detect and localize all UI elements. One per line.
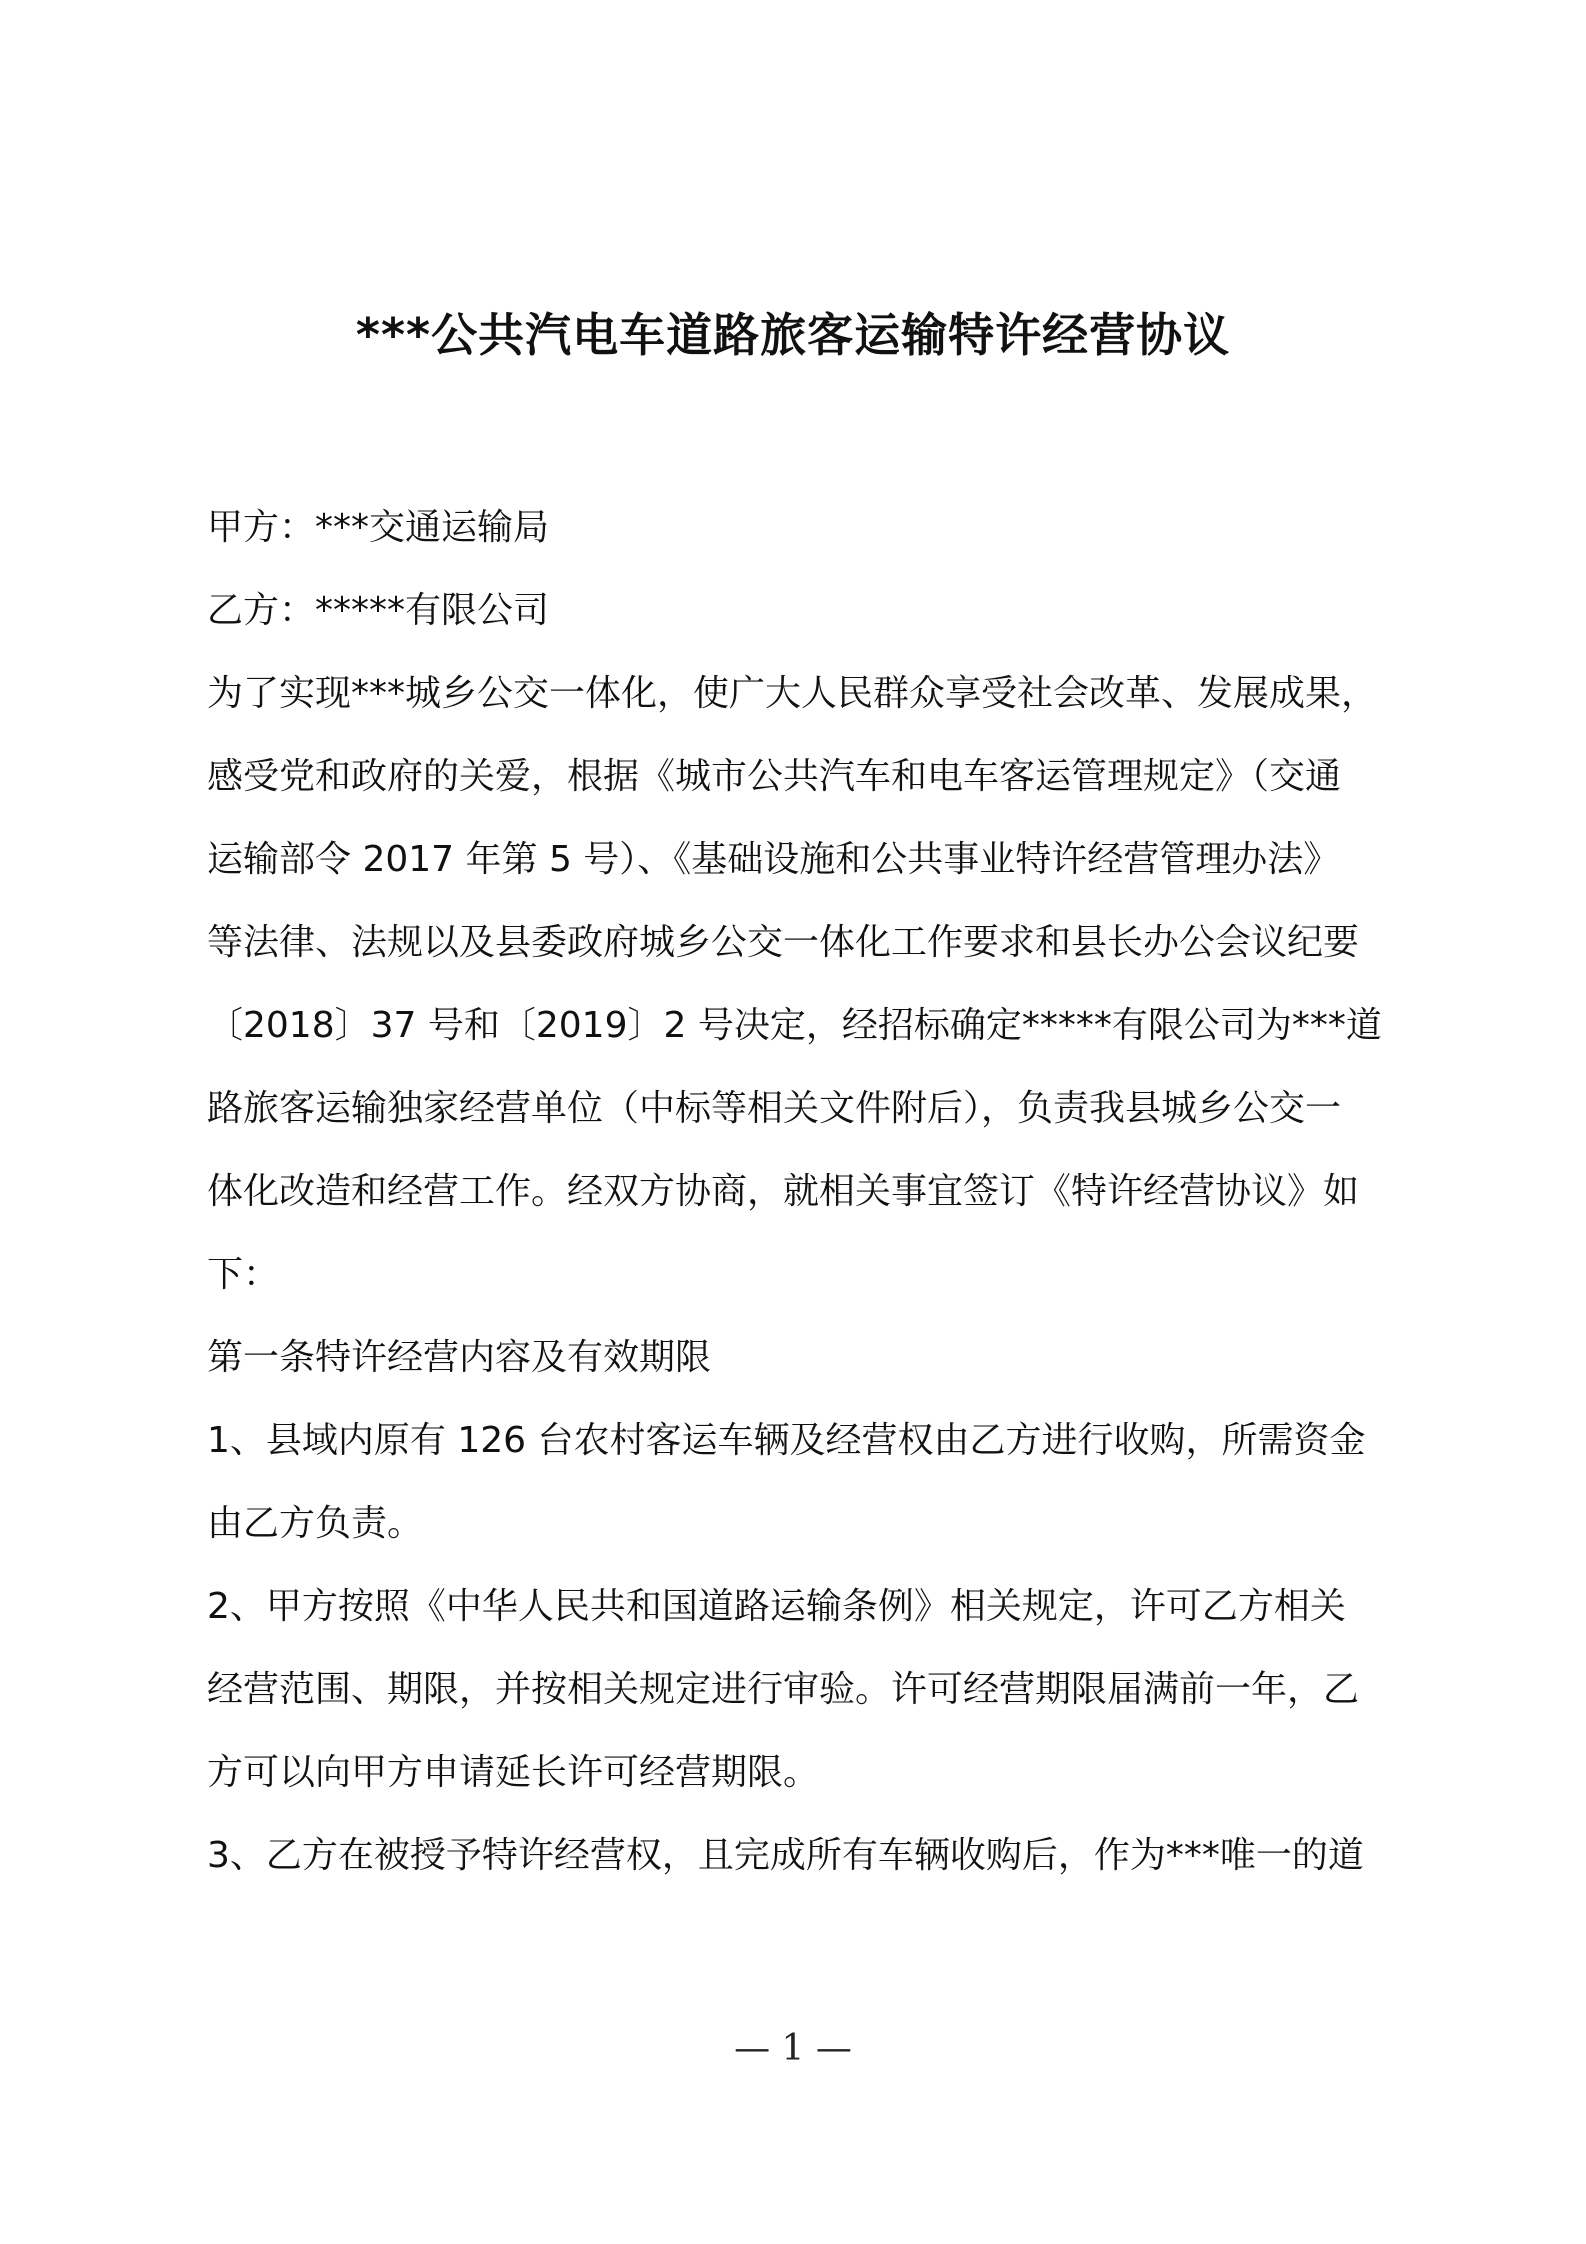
- party-a-line: 甲方：***交通运输局: [207, 507, 550, 548]
- body-text-line: 路旅客运输独家经营单位（中标等相关文件附后），负责我县城乡公交一: [207, 1088, 1342, 1129]
- body-text-line: 为了实现***城乡公交一体化，使广大人民群众享受社会改革、发展成果，: [207, 673, 1378, 714]
- body-text-line: 由乙方负责。: [207, 1503, 424, 1544]
- body-text-line: 经营范围、期限，并按相关规定进行审验。许可经营期限届满前一年，乙: [207, 1669, 1360, 1710]
- party-b-line: 乙方：*****有限公司: [207, 590, 550, 631]
- body-text-line: 3、乙方在被授予特许经营权，且完成所有车辆收购后，作为***唯一的道: [207, 1835, 1364, 1876]
- page-number: — 1 —: [734, 2028, 852, 2069]
- body-text-line: 1、县域内原有 126 台农村客运车辆及经营权由乙方进行收购，所需资金: [207, 1420, 1366, 1461]
- document-title: ***公共汽电车道路旅客运输特许经营协议: [355, 308, 1231, 362]
- body-text-line: 等法律、法规以及县委政府城乡公交一体化工作要求和县长办公会议纪要: [207, 922, 1360, 963]
- body-text-line: 下：: [207, 1254, 280, 1295]
- body-text-line: 体化改造和经营工作。经双方协商，就相关事宜签订《特许经营协议》如: [207, 1171, 1360, 1212]
- body-text-line: 感受党和政府的关爱，根据《城市公共汽车和电车客运管理规定》（交通: [207, 756, 1342, 797]
- body-text-line: 〔2018〕37 号和〔2019〕2 号决定，经招标确定*****有限公司为***道: [207, 1005, 1382, 1046]
- body-text-line: 方可以向甲方申请延长许可经营期限。: [207, 1752, 820, 1793]
- body-text-line: 运输部令 2017 年第 5 号）、《基础设施和公共事业特许经营管理办法》: [207, 839, 1340, 880]
- section-heading: 第一条特许经营内容及有效期限: [207, 1337, 712, 1378]
- body-text-line: 2、甲方按照《中华人民共和国道路运输条例》相关规定，许可乙方相关: [207, 1586, 1346, 1627]
